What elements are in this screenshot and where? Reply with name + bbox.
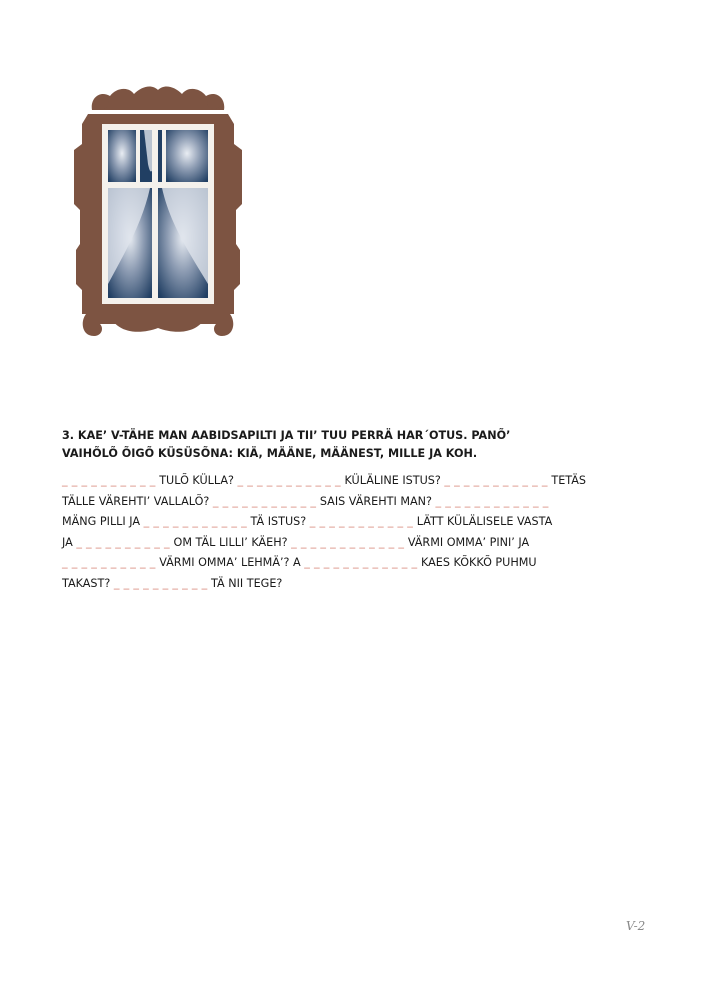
answer-blank[interactable]: _ _ _ _ _ _ _ _ _ _ _ _	[304, 556, 418, 570]
answer-blank[interactable]: _ _ _ _ _ _ _ _ _ _ _ _	[291, 535, 405, 549]
exercise-line	[62, 492, 662, 513]
question-text: SAIS VÄREHTI MAN?	[316, 494, 436, 508]
answer-blank[interactable]: _ _ _ _ _ _ _ _ _ _	[62, 474, 156, 487]
question-text: TULÕ KÜLLA?	[155, 474, 238, 487]
question-text: TAKAST?	[62, 576, 114, 590]
question-text: OM TÄL LILLI’ KÄEH?	[169, 535, 292, 549]
exercise-line	[62, 553, 662, 574]
question-text: KÜLÄLINE ISTUS?	[340, 474, 445, 487]
answer-blank[interactable]: _ _ _ _ _ _ _ _ _ _ _	[212, 494, 317, 508]
task-heading	[62, 427, 662, 463]
page-number: V-2	[626, 919, 646, 933]
question-text: MÄNG PILLI JA	[62, 515, 144, 529]
question-text: TETÄS	[547, 474, 586, 487]
fill-in-exercise	[62, 471, 662, 595]
heading-line: 3. KAE’ V-TÄHE MAN AABIDSAPILTI JA TII’ TUU PERRÄ HAR´OTUS. PANÕ’	[62, 429, 511, 442]
question-text: TÄLLE VÄREHTI’ VALLALÕ?	[62, 494, 213, 508]
question-text: TÄ NII TEGE?	[207, 576, 283, 590]
answer-blank[interactable]: _ _ _ _ _ _ _ _ _ _ _	[237, 474, 341, 487]
answer-blank[interactable]: _ _ _ _ _ _ _ _ _ _ _	[444, 474, 548, 487]
answer-blank[interactable]: _ _ _ _ _ _ _ _ _ _	[113, 576, 208, 590]
question-text: VÄRMI OMMA’ LEHMÄ’? A	[155, 556, 305, 570]
exercise-line	[62, 574, 662, 595]
window-icon	[72, 84, 244, 342]
answer-blank[interactable]: _ _ _ _ _ _ _ _ _ _ _ _	[435, 494, 549, 508]
question-text: JA	[62, 535, 77, 549]
exercise-line	[62, 512, 662, 533]
question-text: VÄRMI OMMA’ PINI’ JA	[404, 535, 530, 549]
answer-blank[interactable]: _ _ _ _ _ _ _ _ _ _	[76, 535, 170, 549]
answer-blank[interactable]: _ _ _ _ _ _ _ _ _ _	[62, 556, 156, 570]
exercise-line	[62, 471, 662, 492]
exercise-line	[62, 533, 662, 554]
question-text: KAES KÕKKÕ PUHMU	[417, 556, 537, 570]
answer-blank[interactable]: _ _ _ _ _ _ _ _ _ _ _	[143, 515, 247, 529]
question-text: LÄTT KÜLÄLISELE VASTA	[413, 515, 553, 529]
question-text: TÄ ISTUS?	[247, 515, 310, 529]
answer-blank[interactable]: _ _ _ _ _ _ _ _ _ _ _	[309, 515, 414, 529]
heading-line: VAIHÕLÕ ÕIGÕ KÜSÜSÕNA: KIÄ, MÄÄNE, MÄÄNEST, MILLE JA KOH.	[62, 447, 478, 460]
